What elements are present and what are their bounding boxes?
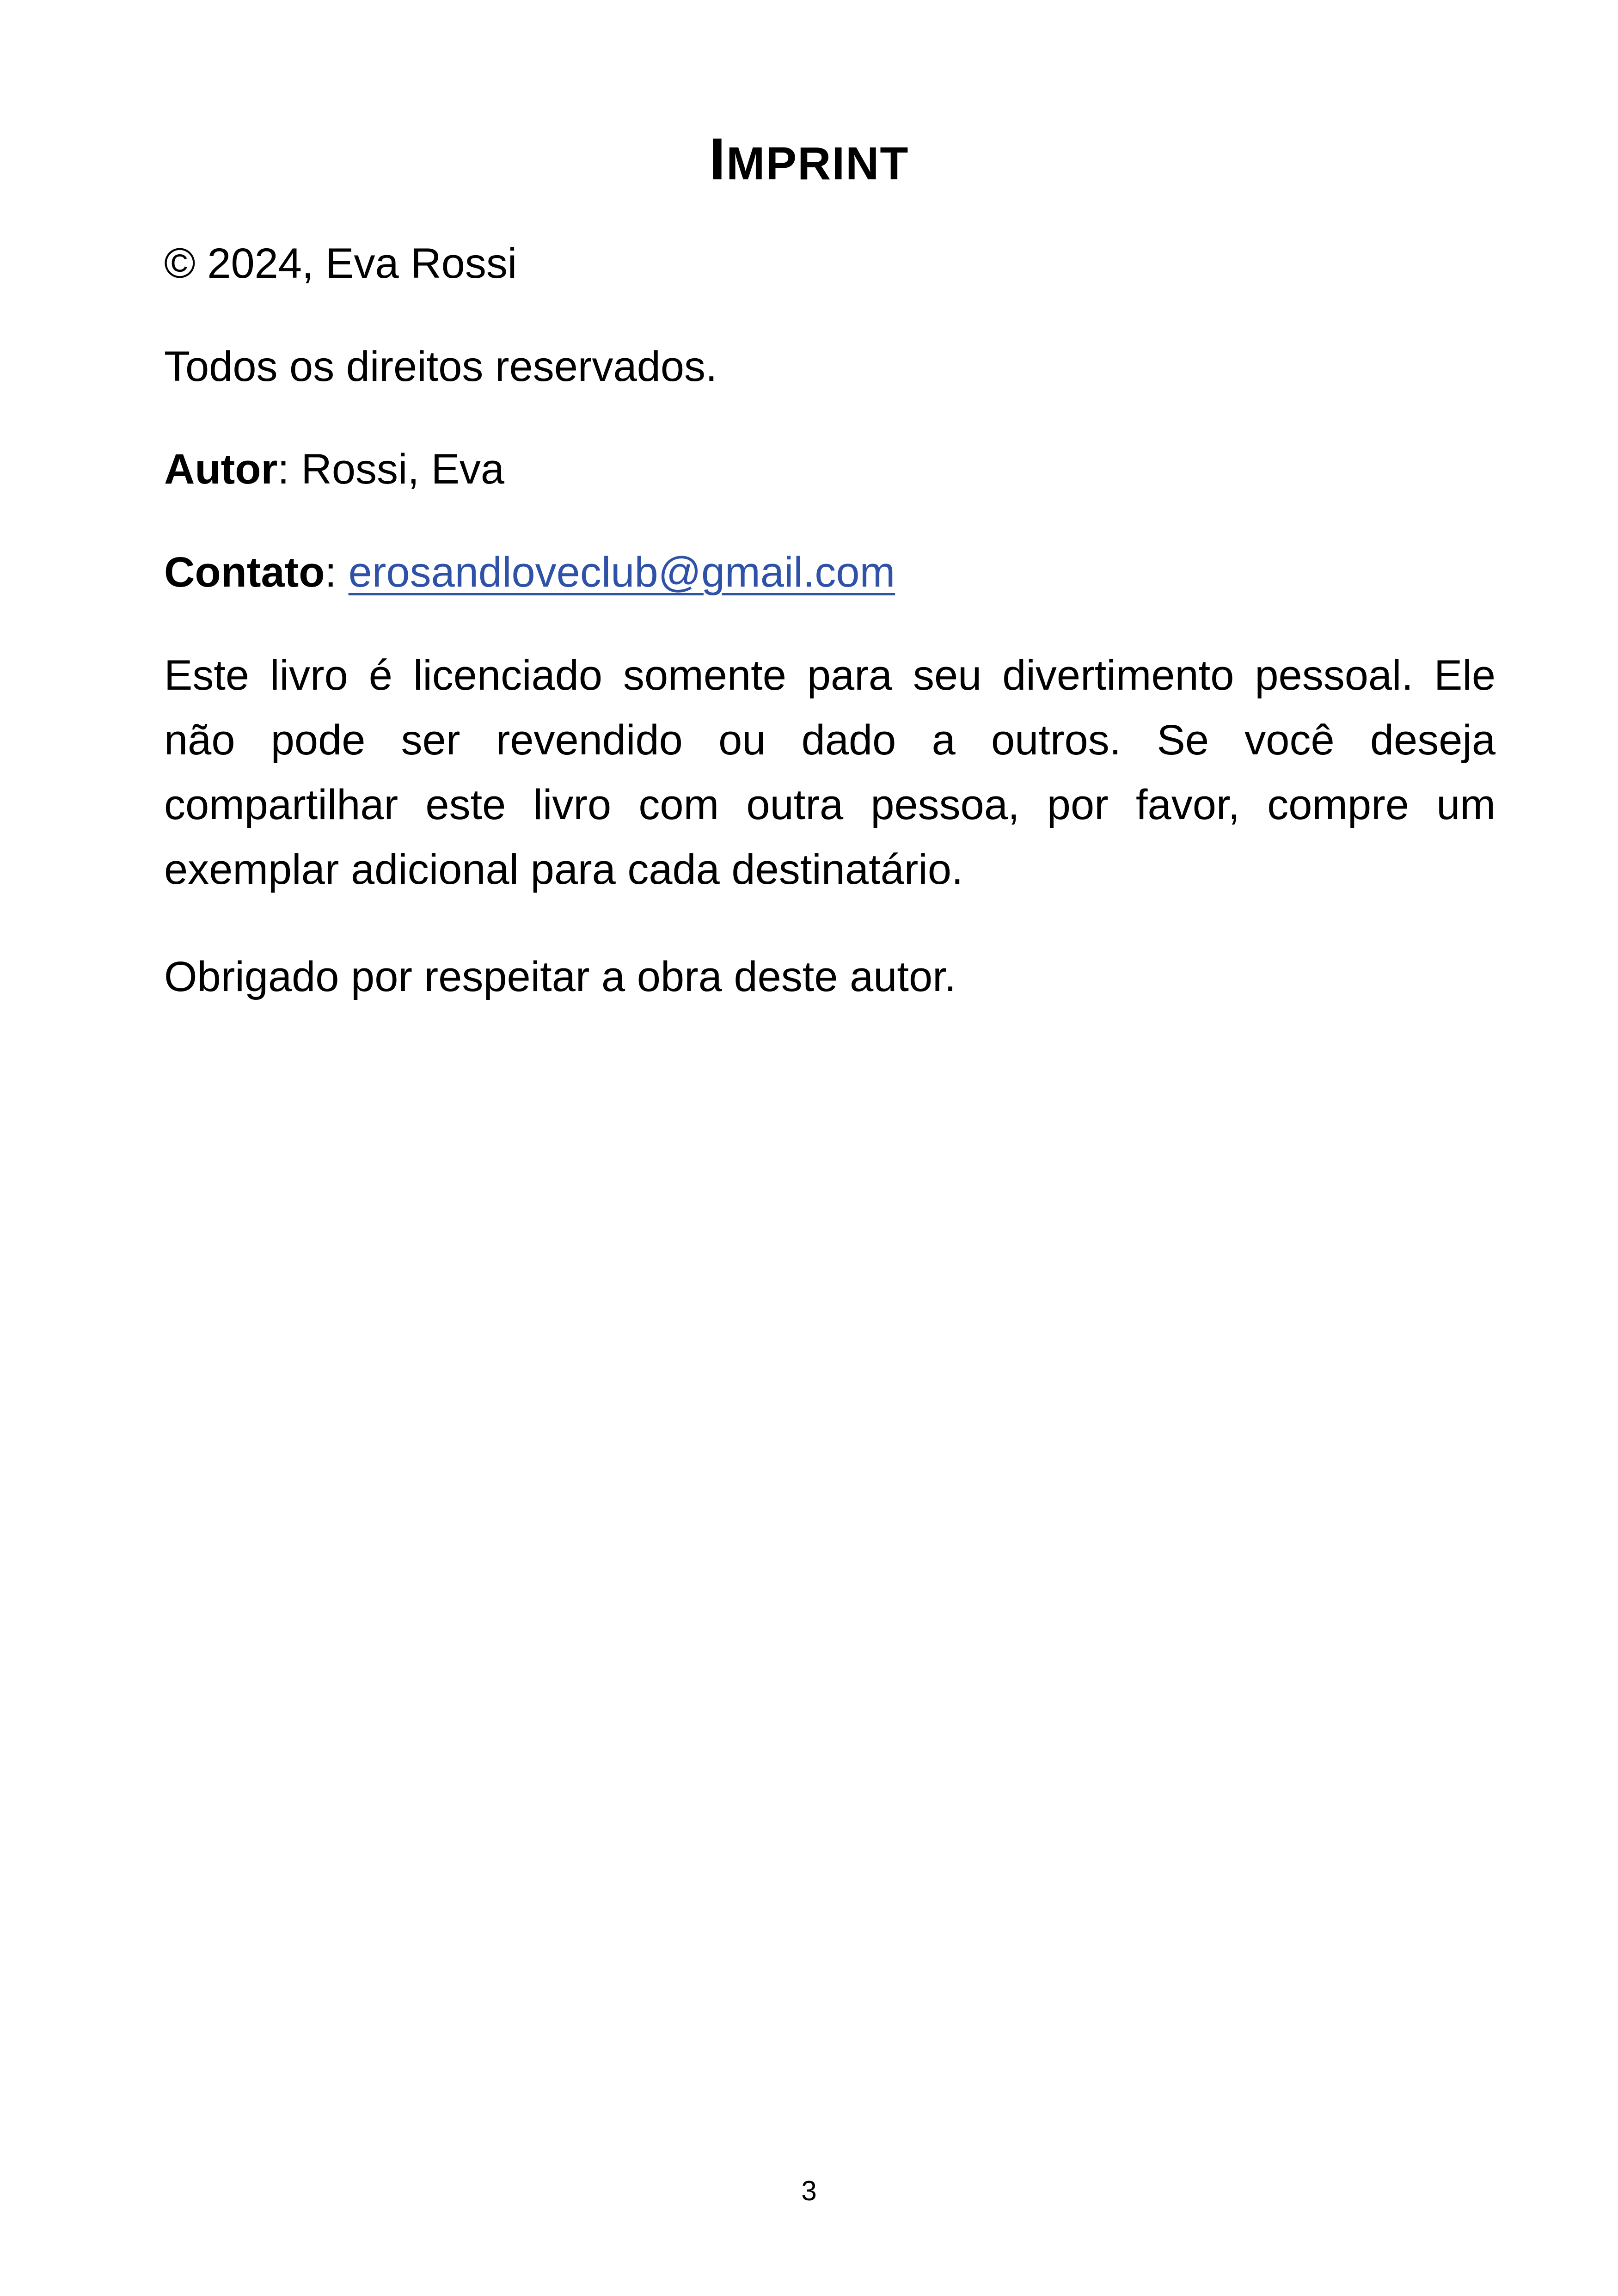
- author-line: [164, 437, 504, 502]
- thanks-line: Obrigado por respeitar a obra deste autor.: [164, 953, 956, 1000]
- contact-line: [164, 540, 895, 605]
- contact-email-link[interactable]: erosandloveclub@gmail.com: [348, 549, 895, 596]
- author-separator: :: [277, 446, 301, 493]
- license-paragraph: Este livro é licenciado somente para seu divertimento pessoal. Ele não pode ser revendido ou dado a outros. Se você deseja compartilhar este livro com outra pessoa, por favor, compre um exemplar adicional para cada destinatário.: [164, 652, 1495, 893]
- author-label: Autor: [164, 446, 278, 493]
- title-rest: MPRINT: [726, 138, 909, 190]
- contact-label: Contato: [164, 549, 325, 596]
- copyright-line: © 2024, Eva Rossi: [164, 240, 517, 287]
- page-number: 3: [801, 2175, 817, 2206]
- title-first-letter: I: [709, 126, 727, 192]
- rights-line: Todos os direitos reservados.: [164, 343, 717, 390]
- author-value: Rossi, Eva: [301, 446, 505, 493]
- contact-separator: :: [325, 549, 349, 596]
- page-title: [0, 118, 1618, 205]
